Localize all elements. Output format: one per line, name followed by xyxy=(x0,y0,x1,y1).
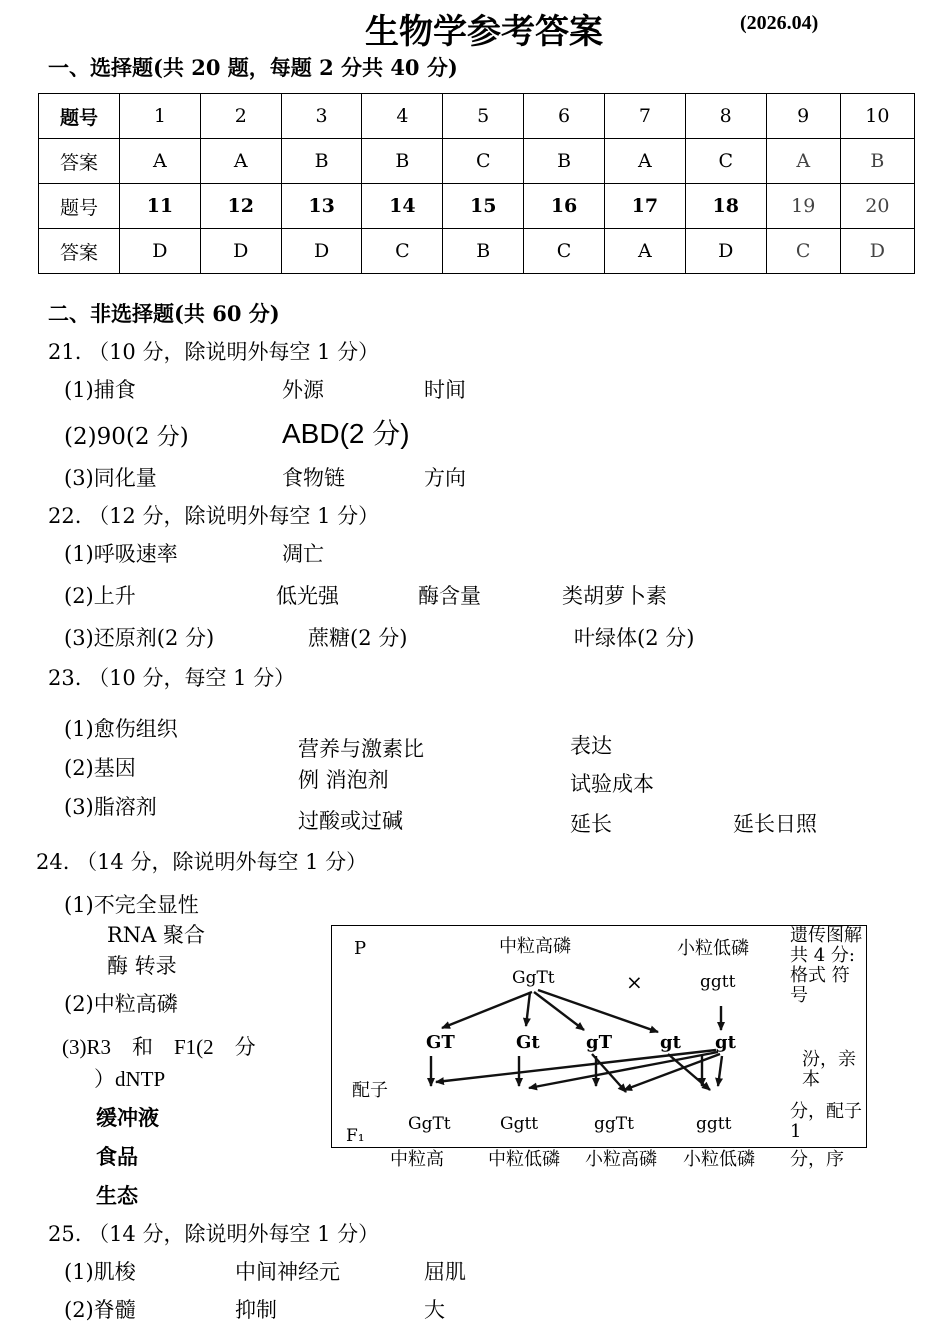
answer-cell: D xyxy=(840,229,914,274)
parent1-genotype: GgTt xyxy=(512,968,555,988)
answer-cell: B xyxy=(281,139,362,184)
scoring-note: 分，序 xyxy=(790,1149,844,1170)
cross-symbol: × xyxy=(626,970,643,994)
q25-heading: 25. （14 分，除说明外每空 1 分） xyxy=(48,1222,380,1246)
parent2-phenotype: 小粒低磷 xyxy=(677,938,749,959)
q21-answer: 方向 xyxy=(424,466,466,490)
row-label: 答案 xyxy=(39,139,120,184)
q23-heading: 23. （10 分，每空 1 分） xyxy=(48,666,296,690)
question-number: 8 xyxy=(685,94,766,139)
offspring-phenotype: 中粒高 xyxy=(390,1149,444,1170)
answer-cell: C xyxy=(766,229,840,274)
question-number: 3 xyxy=(281,94,362,139)
answer-cell: A xyxy=(766,139,840,184)
question-number: 2 xyxy=(200,94,281,139)
offspring-phenotype: 小粒低磷 xyxy=(683,1149,755,1170)
question-number: 18 xyxy=(685,184,766,229)
q25-answer: (1)肌梭 xyxy=(64,1260,136,1284)
q22-answer: 低光强 xyxy=(276,584,339,608)
answer-cell: D xyxy=(200,229,281,274)
q21-answer: 外源 xyxy=(282,378,324,402)
question-number: 4 xyxy=(362,94,443,139)
q22-heading: 22. （12 分，除说明外每空 1 分） xyxy=(48,504,380,528)
q21-answer: 时间 xyxy=(424,378,466,402)
q23-answer: 例 消泡剂 xyxy=(298,768,389,792)
answer-cell: B xyxy=(840,139,914,184)
q24-answer: 生态 xyxy=(96,1183,138,1208)
question-number: 12 xyxy=(200,184,281,229)
q25-answer: (2)脊髓 xyxy=(64,1298,136,1322)
gamete: gt xyxy=(715,1032,736,1053)
q24-answer: ）dNTP xyxy=(94,1067,166,1091)
q23-answer: (2)基因 xyxy=(64,756,136,780)
question-number: 15 xyxy=(443,184,524,229)
q21-heading: 21. （10 分，除说明外每空 1 分） xyxy=(48,340,380,364)
q24-answer: (3)R3 和 F1(2 分 xyxy=(62,1035,256,1059)
answer-cell: C xyxy=(362,229,443,274)
answer-cell: B xyxy=(524,139,605,184)
section2-heading: 二、非选择题(共 60 分) xyxy=(48,301,280,326)
q23-answer: 延长 xyxy=(570,812,612,836)
question-number: 1 xyxy=(120,94,201,139)
scoring-note: 遗传图解共 4 分: 格式 符号 xyxy=(790,925,862,1006)
scoring-note: 汾，亲本 xyxy=(802,1049,856,1090)
offspring-phenotype: 小粒高磷 xyxy=(585,1149,657,1170)
q23-answer: 过酸或过碱 xyxy=(298,809,403,833)
q22-answer: 叶绿体(2 分) xyxy=(574,626,695,650)
row-label: 题号 xyxy=(39,184,120,229)
answer-cell: A xyxy=(120,139,201,184)
answer-cell: C xyxy=(443,139,524,184)
answer-cell: A xyxy=(604,229,685,274)
question-number: 14 xyxy=(362,184,443,229)
gamete: Gt xyxy=(516,1032,540,1053)
p-label: P xyxy=(354,938,367,959)
q25-answer: 抑制 xyxy=(235,1298,277,1322)
answer-cell: B xyxy=(362,139,443,184)
genetic-cross-diagram xyxy=(331,925,867,1148)
q23-answer: (3)脂溶剂 xyxy=(64,795,157,819)
question-number: 19 xyxy=(766,184,840,229)
q23-answer: 试验成本 xyxy=(570,772,654,796)
answer-cell: D xyxy=(281,229,362,274)
answer-cell: D xyxy=(685,229,766,274)
q24-heading: 24. （14 分，除说明外每空 1 分） xyxy=(36,850,368,874)
question-number: 9 xyxy=(766,94,840,139)
row-label: 答案 xyxy=(39,229,120,274)
q21-answer: 食物链 xyxy=(282,466,345,490)
section1-heading: 一、选择题(共 20 题，每题 2 分共 40 分) xyxy=(48,55,458,80)
q21-answer: ABD(2 分) xyxy=(282,418,410,449)
exam-date: (2026.04) xyxy=(740,12,819,34)
q21-answer: (2)90(2 分) xyxy=(64,424,189,450)
scoring-note: 分，配子 1 xyxy=(790,1101,862,1142)
q24-answer: 食品 xyxy=(96,1144,138,1169)
q25-answer: 中间神经元 xyxy=(235,1260,340,1284)
q24-answer: (2)中粒高磷 xyxy=(64,992,178,1016)
table-row xyxy=(39,229,915,274)
page-title: 生物学参考答案 xyxy=(365,12,603,52)
answer-table xyxy=(38,93,915,274)
question-number: 11 xyxy=(120,184,201,229)
table-row xyxy=(39,94,915,139)
q23-answer: (1)愈伤组织 xyxy=(64,717,178,741)
offspring-genotype: Ggtt xyxy=(500,1114,539,1134)
answer-cell: C xyxy=(524,229,605,274)
q24-answer: 酶 转录 xyxy=(107,954,177,978)
offspring-genotype: ggtt xyxy=(696,1114,732,1134)
q25-answer: 大 xyxy=(424,1298,445,1322)
question-number: 6 xyxy=(524,94,605,139)
f1-label: F₁ xyxy=(346,1126,365,1146)
q24-answer: 缓冲液 xyxy=(96,1105,159,1130)
q22-answer: 类胡萝卜素 xyxy=(562,584,667,608)
q22-answer: 蔗糖(2 分) xyxy=(308,626,408,650)
gamete-label: 配子 xyxy=(352,1080,388,1101)
parent2-genotype: ggtt xyxy=(700,972,736,992)
gamete: gt xyxy=(660,1032,681,1053)
q22-answer: (2)上升 xyxy=(64,584,136,608)
offspring-genotype: ggTt xyxy=(594,1114,634,1134)
answer-cell: C xyxy=(685,139,766,184)
q25-answer: 屈肌 xyxy=(424,1260,466,1284)
gamete: GT xyxy=(426,1032,455,1053)
q22-answer: (3)还原剂(2 分) xyxy=(64,626,215,650)
answer-cell: A xyxy=(200,139,281,184)
table-row xyxy=(39,184,915,229)
row-label: 题号 xyxy=(39,94,120,139)
q21-answer: (1)捕食 xyxy=(64,378,136,402)
question-number: 13 xyxy=(281,184,362,229)
question-number: 17 xyxy=(604,184,685,229)
question-number: 16 xyxy=(524,184,605,229)
q22-answer: 酶含量 xyxy=(418,584,481,608)
q23-answer: 表达 xyxy=(570,734,612,758)
q22-answer: (1)呼吸速率 xyxy=(64,542,178,566)
question-number: 7 xyxy=(604,94,685,139)
q24-answer: (1)不完全显性 xyxy=(64,893,199,917)
q24-answer: RNA 聚合 xyxy=(107,923,206,947)
gamete: gT xyxy=(586,1032,612,1053)
q23-answer: 延长日照 xyxy=(733,812,817,836)
answer-cell: A xyxy=(604,139,685,184)
answer-cell: D xyxy=(120,229,201,274)
question-number: 5 xyxy=(443,94,524,139)
offspring-phenotype: 中粒低磷 xyxy=(488,1149,560,1170)
question-number: 20 xyxy=(840,184,914,229)
table-row xyxy=(39,139,915,184)
question-number: 10 xyxy=(840,94,914,139)
answer-cell: B xyxy=(443,229,524,274)
q23-answer: 营养与激素比 xyxy=(298,737,424,761)
q21-answer: (3)同化量 xyxy=(64,466,157,490)
offspring-genotype: GgTt xyxy=(408,1114,451,1134)
q22-answer: 凋亡 xyxy=(282,542,324,566)
parent1-phenotype: 中粒高磷 xyxy=(499,936,571,957)
